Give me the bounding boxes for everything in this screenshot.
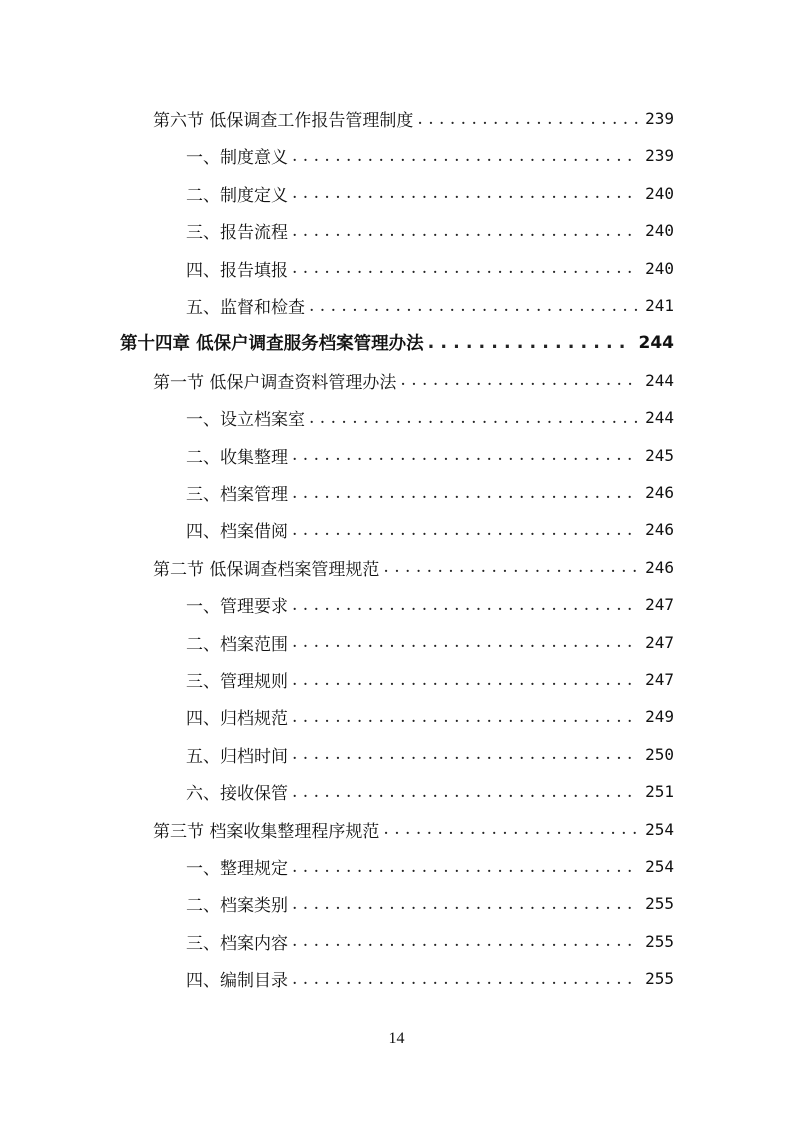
toc-dot-leader <box>292 707 639 727</box>
toc-entry-page-number: 251 <box>645 782 674 802</box>
toc-entry-page-number: 241 <box>645 296 674 315</box>
toc-entry-item <box>186 960 674 997</box>
toc-entry-page-number: 255 <box>645 894 674 914</box>
toc-entry-page-number: 244 <box>645 370 674 390</box>
toc-dot-leader <box>428 333 633 353</box>
toc-entry-title: 二、收集整理 <box>186 447 288 468</box>
toc-entry-title: 三、报告流程 <box>186 223 288 244</box>
toc-dot-leader <box>292 782 639 802</box>
toc-entry-title: 二、制度定义 <box>186 185 288 206</box>
toc-dot-leader <box>292 969 639 989</box>
toc-entry-page-number: 249 <box>645 707 674 727</box>
toc-entry-title: 第一节 低保户调查资料管理办法 <box>153 372 397 393</box>
toc-dot-leader <box>292 670 639 690</box>
toc-entry-title: 五、归档时间 <box>186 746 288 767</box>
toc-dot-leader <box>383 819 639 839</box>
toc-entry-item <box>186 137 674 174</box>
toc-entry-page-number: 246 <box>645 557 674 577</box>
toc-entry-item <box>186 698 674 735</box>
toc-dot-leader <box>383 557 639 577</box>
toc-entry-page-number: 245 <box>645 445 674 465</box>
toc-entry-title: 五、监督和检查 <box>186 298 305 318</box>
toc-entry-page-number: 239 <box>645 109 674 128</box>
toc-entry-title: 一、设立档案室 <box>186 410 305 431</box>
toc-entry-item <box>186 661 674 698</box>
toc-entry-title: 第三节 档案收集整理程序规范 <box>153 821 380 842</box>
toc-entry-page-number: 254 <box>645 857 674 876</box>
toc-entry-item <box>186 474 674 511</box>
toc-dot-leader <box>417 109 639 129</box>
toc-dot-leader <box>309 408 639 428</box>
toc-entry-item <box>186 212 674 249</box>
toc-dot-leader <box>292 520 639 540</box>
toc-dot-leader <box>292 483 639 503</box>
toc-dot-leader <box>292 595 639 615</box>
toc-entry-title: 第二节 低保调查档案管理规范 <box>153 559 380 580</box>
toc-entry-title: 四、归档规范 <box>186 709 288 730</box>
toc-entry-section <box>153 811 674 848</box>
toc-entry-page-number: 246 <box>645 483 674 502</box>
toc-entry-title: 一、整理规定 <box>186 859 288 879</box>
toc-entry-page-number: 247 <box>645 595 674 615</box>
toc-dot-leader <box>400 370 639 390</box>
toc-entry-item <box>186 399 674 436</box>
toc-dot-leader <box>292 931 639 951</box>
page-number: 14 <box>388 1030 405 1047</box>
toc-entry-section <box>153 100 674 137</box>
toc-entry-item <box>186 511 674 548</box>
toc-entry-item <box>186 437 674 474</box>
toc-dot-leader <box>292 632 639 652</box>
toc-entry-page-number: 255 <box>645 969 674 989</box>
toc-entry-item <box>186 773 674 810</box>
toc-entry-item <box>186 250 674 287</box>
toc-dot-leader <box>292 146 639 166</box>
toc-entry-page-number: 244 <box>645 408 674 428</box>
toc-dot-leader <box>292 894 639 914</box>
toc-entry-title: 第六节 低保调查工作报告管理制度 <box>153 111 414 131</box>
toc-entry-title: 二、档案类别 <box>186 896 288 917</box>
toc-entry-title: 六、接收保管 <box>186 784 288 805</box>
toc-entry-page-number: 247 <box>645 632 674 652</box>
toc-entry-item <box>186 586 674 623</box>
toc-entry-title: 四、报告填报 <box>186 260 288 281</box>
toc-entry-page-number: 250 <box>645 744 674 764</box>
toc-entry-item <box>186 736 674 773</box>
toc-entry-page-number: 246 <box>645 520 674 540</box>
toc-entry-item <box>186 923 674 960</box>
toc-entry-page-number: 240 <box>645 258 674 278</box>
toc-entry-page-number: 247 <box>645 670 674 689</box>
toc-entry-page-number: 240 <box>645 221 674 241</box>
toc-entry-page-number: 254 <box>645 819 674 839</box>
toc-entry-item <box>186 287 674 324</box>
toc-entry-item <box>186 848 674 885</box>
toc-entry-chapter <box>120 324 674 361</box>
toc-dot-leader <box>309 296 639 316</box>
toc-entry-page-number: 255 <box>645 931 674 951</box>
toc-entry-item <box>186 175 674 212</box>
toc-entry-title: 第十四章 低保户调查服务档案管理办法 <box>120 334 424 355</box>
toc-dot-leader <box>292 183 639 203</box>
toc-dot-leader <box>292 221 639 241</box>
toc-dot-leader <box>292 258 639 278</box>
toc-entry-title: 四、档案借阅 <box>186 522 288 543</box>
toc-entry-title: 一、制度意义 <box>186 148 288 169</box>
toc-entry-page-number: 240 <box>645 183 674 203</box>
toc-entry-title: 三、管理规则 <box>186 672 288 692</box>
toc-entry-section <box>153 549 674 586</box>
toc-entry-title: 三、档案内容 <box>186 933 288 954</box>
toc-dot-leader <box>292 744 639 764</box>
toc-entry-item <box>186 885 674 922</box>
toc-entry-title: 一、管理要求 <box>186 597 288 618</box>
toc-dot-leader <box>292 857 639 877</box>
toc-entry-item <box>186 624 674 661</box>
toc-entry-title: 三、档案管理 <box>186 485 288 505</box>
toc-entry-title: 四、编制目录 <box>186 971 288 992</box>
toc-entry-page-number: 244 <box>638 332 674 353</box>
toc-entry-section <box>153 362 674 399</box>
toc-entry-page-number: 239 <box>645 146 674 166</box>
toc-dot-leader <box>292 445 639 465</box>
toc-entry-title: 二、档案范围 <box>186 634 288 655</box>
